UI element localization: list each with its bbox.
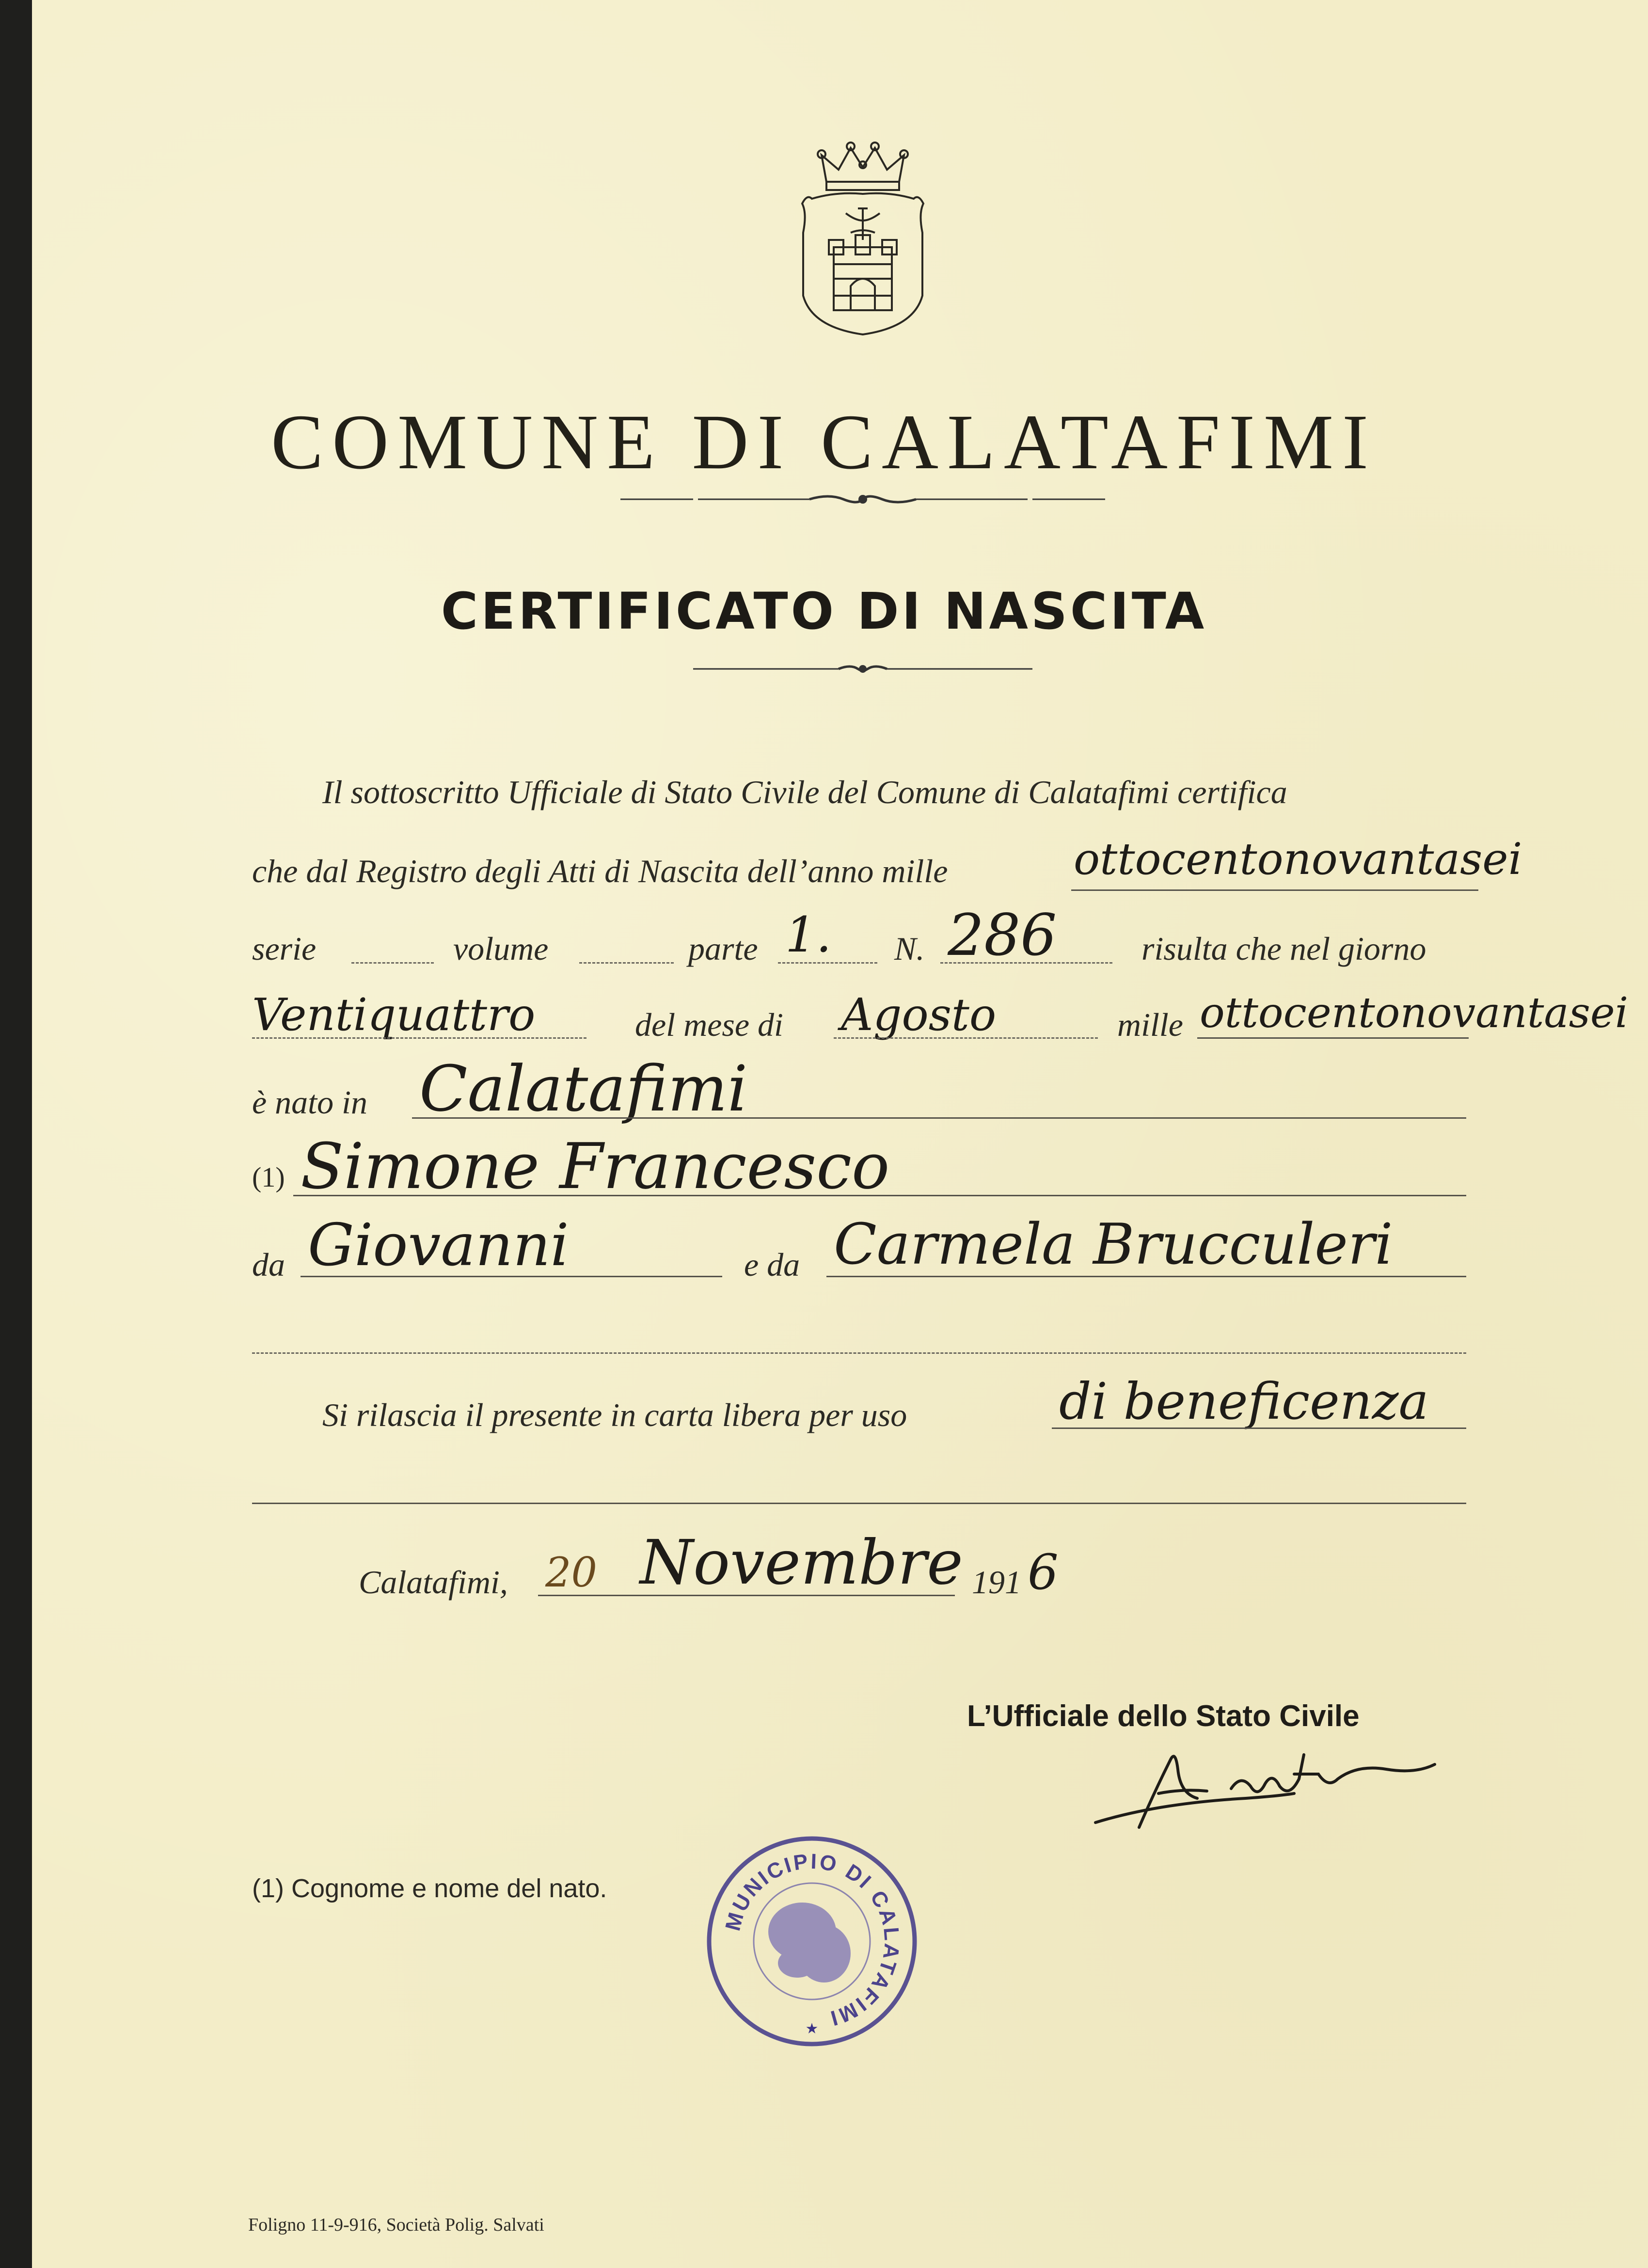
stamp-text: MUNICIPIO DI CALATAFIMI bbox=[721, 1849, 904, 2031]
footnote: (1) Cognome e nome del nato. bbox=[252, 1874, 607, 1903]
use-underline bbox=[1052, 1427, 1466, 1429]
volume-blank bbox=[579, 962, 674, 964]
parte-label: parte bbox=[688, 930, 758, 967]
svg-text:★: ★ bbox=[805, 2021, 819, 2037]
mille-label: mille bbox=[1117, 1006, 1183, 1043]
issue-place: Calatafimi, bbox=[359, 1564, 508, 1601]
date-underline bbox=[538, 1595, 955, 1596]
note-marker: (1) bbox=[252, 1161, 285, 1193]
issue-day: 20 bbox=[545, 1549, 597, 1596]
certificate-title: CERTIFICATO DI NASCITA bbox=[441, 582, 1207, 641]
calatafimi-coat-of-arms-icon bbox=[792, 136, 933, 339]
birth-month: Agosto bbox=[841, 989, 997, 1041]
record-number: 286 bbox=[948, 902, 1057, 968]
registry-year-handwritten: ottocentonovantasei bbox=[1074, 834, 1522, 885]
handwritten-signature bbox=[1086, 1726, 1454, 1837]
child-name-underline bbox=[293, 1195, 1466, 1196]
serie-label: serie bbox=[252, 930, 317, 967]
child-name: Simone Francesco bbox=[301, 1129, 890, 1203]
month-blank bbox=[834, 1037, 1098, 1039]
birthplace-underline bbox=[412, 1117, 1466, 1119]
rilascia-label: Si rilascia il presente in carta libera per uso bbox=[322, 1396, 907, 1433]
certificate-use: di beneficenza bbox=[1059, 1372, 1429, 1431]
father-underline bbox=[301, 1276, 722, 1277]
mese-label: del mese di bbox=[635, 1006, 783, 1043]
birth-year-handwritten: ottocentonovantasei bbox=[1200, 989, 1629, 1037]
mother-underline bbox=[826, 1276, 1466, 1277]
municipality-heading: COMUNE DI CALATAFIMI bbox=[270, 399, 1377, 486]
officer-label: L’Ufficiale dello Stato Civile bbox=[967, 1699, 1360, 1733]
issue-month: Novembre bbox=[640, 1527, 963, 1598]
parte-value: 1. bbox=[785, 906, 832, 963]
n-label: N. bbox=[894, 930, 925, 967]
year-underline bbox=[1071, 889, 1478, 891]
certify-statement: Il sottoscritto Ufficiale di Stato Civile del Comune di Calatafimi certifica bbox=[322, 774, 1287, 810]
separator-line bbox=[252, 1503, 1466, 1504]
father-name: Giovanni bbox=[308, 1212, 569, 1279]
number-blank bbox=[940, 962, 1112, 964]
blank-line bbox=[252, 1352, 1466, 1354]
nato-label: è nato in bbox=[252, 1084, 367, 1121]
printer-imprint: Foligno 11-9-916, Società Polig. Salvati bbox=[248, 2215, 544, 2235]
da-label: da bbox=[252, 1246, 285, 1283]
ornamental-divider-small-icon bbox=[688, 662, 1037, 676]
issue-year-printed: 191 bbox=[972, 1564, 1021, 1601]
risulta-label: risulta che nel giorno bbox=[1141, 930, 1426, 967]
birth-day: Ventiquattro bbox=[252, 989, 536, 1041]
day-blank bbox=[252, 1037, 586, 1039]
registry-year-label: che dal Registro degli Atti di Nascita dell’anno mille bbox=[252, 853, 948, 889]
parte-blank bbox=[778, 962, 877, 964]
municipal-stamp-icon bbox=[703, 1832, 921, 2050]
birth-year-underline bbox=[1197, 1037, 1469, 1039]
issue-year-handwritten: 6 bbox=[1028, 1544, 1059, 1601]
serie-blank bbox=[351, 962, 434, 964]
birthplace: Calatafimi bbox=[419, 1052, 748, 1126]
volume-label: volume bbox=[453, 930, 549, 967]
e-da-label: e da bbox=[744, 1246, 800, 1283]
mother-name: Carmela Brucculeri bbox=[834, 1212, 1393, 1277]
ornamental-divider-icon bbox=[616, 492, 1110, 507]
